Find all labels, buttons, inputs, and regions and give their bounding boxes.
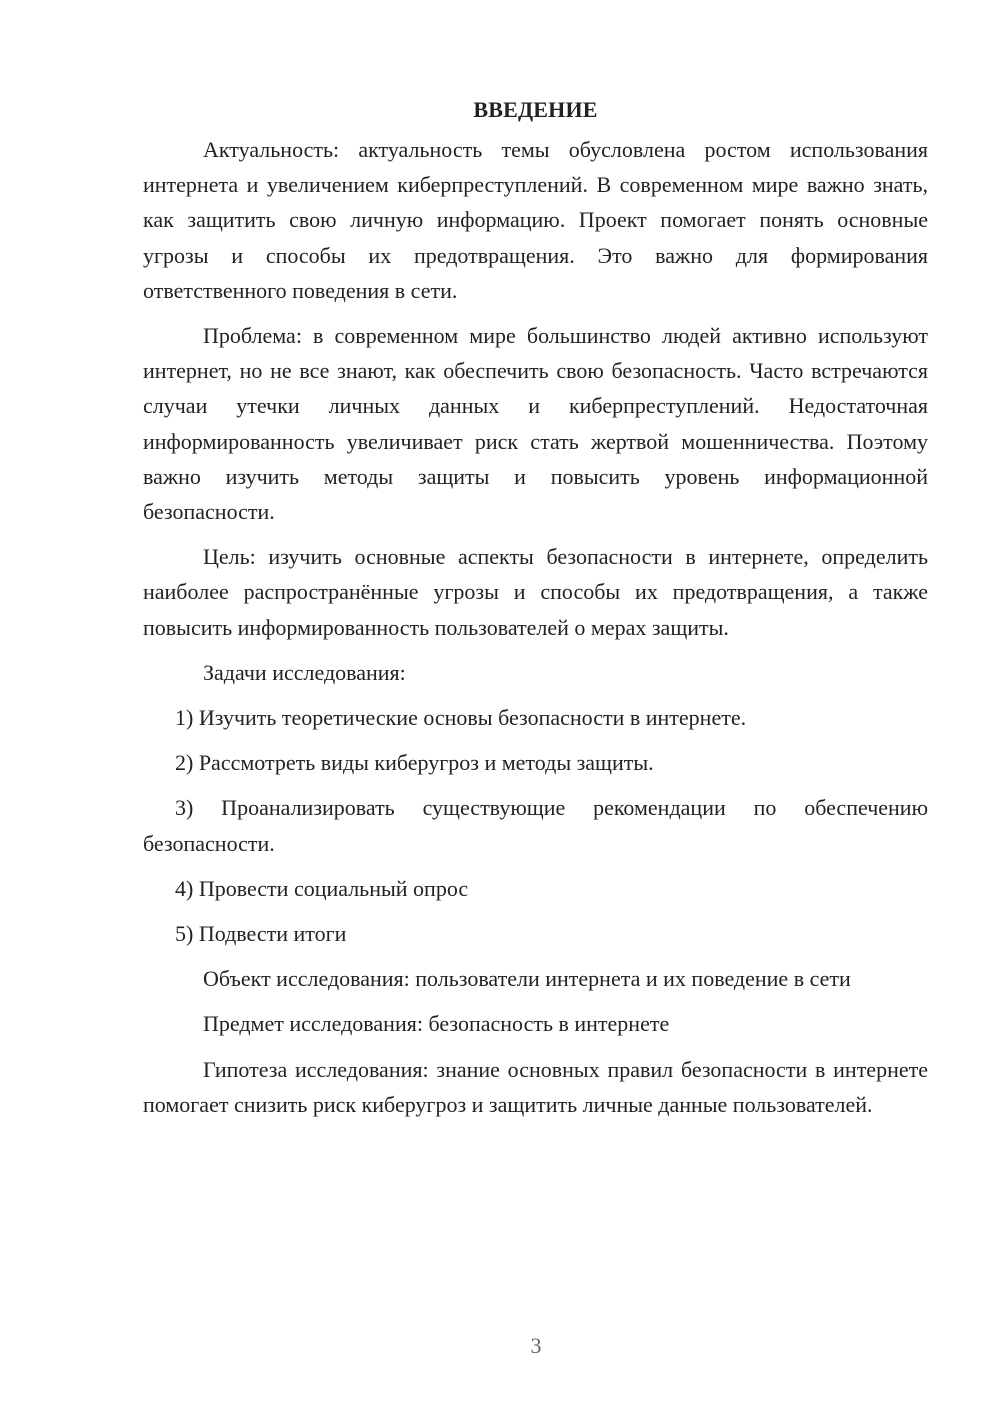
hypothesis-paragraph: Гипотеза исследования: знание основных правил безопасности в интернете помогает снизить риск киберугроз и защитить личные данные пользователей. (143, 1056, 928, 1117)
subject-paragraph: Предмет исследования: безопасность в интернете (203, 1011, 670, 1037)
task-item-5: 5) Подвести итоги (175, 921, 347, 947)
task-item-4: 4) Провести социальный опрос (175, 875, 469, 901)
object-paragraph: Объект исследования: пользователи интернета и их поведение в сети (203, 966, 851, 992)
tasks-heading: Задачи исследования: (203, 659, 406, 685)
task-item-2: 2) Рассмотреть виды киберугроз и методы защиты. (175, 750, 654, 776)
problem-paragraph: Проблема: в современном мире большинство людей активно используют интернет, но не все знают, как обеспечить свою безопасность. Часто встречаются случаи утечки личных данных и киберпреступлений. Недостаточная информированность увеличивает риск стать жертвой мошенничества. Поэтому важно изучить методы защиты и повысить уровень информационной безопасности. (143, 323, 928, 525)
task-item-3: 3) Проанализировать существующие рекомендации по обеспечению безопасности. (143, 795, 928, 856)
page-number: 3 (530, 1333, 542, 1358)
task-item-1: 1) Изучить теоретические основы безопасности в интернете. (175, 705, 747, 731)
document-page (143, 92, 928, 1132)
page-title: ВВЕДЕНИЕ (473, 97, 598, 122)
goal-paragraph: Цель: изучить основные аспекты безопасности в интернете, определить наиболее распространённые угрозы и способы их предотвращения, а также повысить информированность пользователей о мерах защиты. (143, 544, 928, 640)
relevance-paragraph: Актуальность: актуальность темы обусловлена ростом использования интернета и увеличением киберпреступлений. В современном мире важно знать, как защитить свою личную информацию. Проект помогает понять основные угрозы и способы их предотвращения. Это важно для формирования ответственного поведения в сети. (143, 137, 928, 303)
